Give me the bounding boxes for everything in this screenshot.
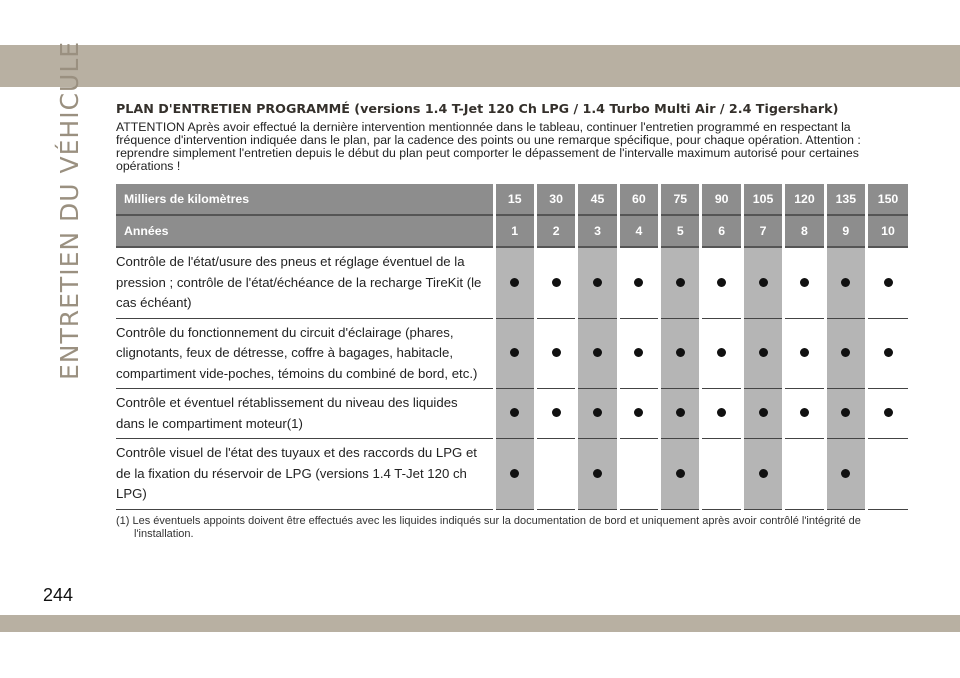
km-value: 75 bbox=[660, 184, 701, 215]
interval-dot bbox=[593, 408, 602, 417]
interval-cell bbox=[660, 439, 701, 510]
interval-cell bbox=[577, 247, 618, 318]
interval-cell bbox=[825, 318, 866, 389]
year-value: 7 bbox=[742, 215, 783, 247]
interval-cell bbox=[742, 389, 783, 439]
interval-cell bbox=[618, 318, 659, 389]
page-number: 244 bbox=[43, 585, 74, 605]
km-value: 120 bbox=[784, 184, 825, 215]
bottom-band bbox=[0, 615, 960, 632]
interval-dot bbox=[759, 408, 768, 417]
km-value: 30 bbox=[535, 184, 576, 215]
interval-dot bbox=[841, 348, 850, 357]
operation-label: Contrôle et éventuel rétablissement du niveau des liquides dans le compartiment moteur(1) bbox=[116, 389, 494, 439]
interval-cell bbox=[867, 247, 908, 318]
year-value: 1 bbox=[494, 215, 535, 247]
operation-label: Contrôle du fonctionnement du circuit d'éclairage (phares, clignotants, feux de détresse, coffre à bagages, habitacle, compartiment vide-poches, témoins du combiné de bord, etc.) bbox=[116, 318, 494, 389]
interval-cell bbox=[784, 247, 825, 318]
interval-dot bbox=[634, 348, 643, 357]
year-value: 3 bbox=[577, 215, 618, 247]
interval-dot bbox=[800, 348, 809, 357]
interval-cell bbox=[577, 439, 618, 510]
years-header-label: Années bbox=[116, 215, 494, 247]
interval-cell bbox=[660, 318, 701, 389]
footnote: (1) Les éventuels appoints doivent être effectués avec les liquides indiqués sur la documentation de bord et uniquement après avoir contrôlé l'intégrité de l'installation. bbox=[116, 514, 861, 540]
interval-dot bbox=[510, 469, 519, 478]
years-header-row bbox=[116, 215, 908, 247]
interval-cell bbox=[784, 318, 825, 389]
interval-dot bbox=[759, 469, 768, 478]
interval-cell bbox=[742, 439, 783, 510]
interval-cell bbox=[494, 389, 535, 439]
interval-cell bbox=[742, 247, 783, 318]
interval-dot bbox=[593, 278, 602, 287]
interval-dot bbox=[717, 278, 726, 287]
year-value: 6 bbox=[701, 215, 742, 247]
interval-cell bbox=[784, 439, 825, 510]
interval-cell bbox=[701, 318, 742, 389]
interval-cell bbox=[660, 389, 701, 439]
interval-cell bbox=[825, 247, 866, 318]
interval-cell bbox=[535, 389, 576, 439]
interval-dot bbox=[593, 469, 602, 478]
table-body bbox=[116, 247, 908, 509]
interval-cell bbox=[535, 247, 576, 318]
km-value: 90 bbox=[701, 184, 742, 215]
interval-cell bbox=[618, 247, 659, 318]
interval-dot bbox=[552, 348, 561, 357]
interval-dot bbox=[510, 408, 519, 417]
interval-dot bbox=[800, 278, 809, 287]
section-title: PLAN D'ENTRETIEN PROGRAMMÉ (versions 1.4 T-Jet 120 Ch LPG / 1.4 Turbo Multi Air / 2.4 Tigershark) bbox=[116, 101, 839, 116]
interval-dot bbox=[759, 348, 768, 357]
operation-label: Contrôle visuel de l'état des tuyaux et des raccords du LPG et de la fixation du réservoir de LPG (versions 1.4 T-Jet 120 ch LPG) bbox=[116, 439, 494, 510]
interval-dot bbox=[884, 278, 893, 287]
interval-cell bbox=[742, 318, 783, 389]
table-row bbox=[116, 247, 908, 318]
interval-dot bbox=[676, 469, 685, 478]
intro-text: ATTENTION Après avoir effectué la dernière intervention mentionnée dans le tableau, continuer l'entretien programmé en respectant la fréquence d'intervention indiquée dans le plan, par la cadence des points ou une remarque spécifique, pour chaque opération. Attention : reprendre simplement l'entretien depuis le début du plan peut comporter le dépassement de l'intervalle maximum autorisé pour certaines opérations ! bbox=[116, 120, 861, 173]
interval-dot bbox=[884, 348, 893, 357]
km-value: 15 bbox=[494, 184, 535, 215]
interval-dot bbox=[676, 278, 685, 287]
year-value: 5 bbox=[660, 215, 701, 247]
interval-cell bbox=[825, 439, 866, 510]
year-value: 9 bbox=[825, 215, 866, 247]
interval-cell bbox=[618, 439, 659, 510]
year-value: 8 bbox=[784, 215, 825, 247]
km-header-row bbox=[116, 184, 908, 215]
year-value: 2 bbox=[535, 215, 576, 247]
interval-dot bbox=[593, 348, 602, 357]
interval-dot bbox=[759, 278, 768, 287]
interval-cell bbox=[494, 318, 535, 389]
interval-cell bbox=[494, 439, 535, 510]
interval-dot bbox=[717, 348, 726, 357]
interval-dot bbox=[634, 408, 643, 417]
km-value: 60 bbox=[618, 184, 659, 215]
interval-cell bbox=[867, 318, 908, 389]
interval-cell bbox=[701, 247, 742, 318]
content bbox=[116, 101, 908, 541]
table-row bbox=[116, 439, 908, 510]
operation-label: Contrôle de l'état/usure des pneus et réglage éventuel de la pression ; contrôle de l'état/échéance de la recharge TireKit (le cas échéant) bbox=[116, 247, 494, 318]
interval-cell bbox=[701, 439, 742, 510]
km-value: 135 bbox=[825, 184, 866, 215]
interval-dot bbox=[510, 278, 519, 287]
interval-cell bbox=[784, 389, 825, 439]
year-value: 10 bbox=[867, 215, 908, 247]
interval-dot bbox=[634, 278, 643, 287]
km-value: 45 bbox=[577, 184, 618, 215]
maintenance-table bbox=[116, 184, 908, 510]
interval-cell bbox=[577, 318, 618, 389]
interval-dot bbox=[841, 408, 850, 417]
table-row bbox=[116, 389, 908, 439]
interval-dot bbox=[800, 408, 809, 417]
interval-dot bbox=[676, 348, 685, 357]
interval-cell bbox=[618, 389, 659, 439]
side-title: ENTRETIEN DU VÉHICULE bbox=[55, 40, 84, 380]
interval-dot bbox=[884, 408, 893, 417]
table-row bbox=[116, 318, 908, 389]
interval-dot bbox=[510, 348, 519, 357]
top-band bbox=[0, 45, 960, 87]
km-header-label: Milliers de kilomètres bbox=[116, 184, 494, 215]
interval-dot bbox=[552, 278, 561, 287]
interval-dot bbox=[841, 469, 850, 478]
interval-dot bbox=[841, 278, 850, 287]
interval-cell bbox=[660, 247, 701, 318]
interval-cell bbox=[867, 439, 908, 510]
interval-cell bbox=[535, 439, 576, 510]
interval-cell bbox=[577, 389, 618, 439]
interval-cell bbox=[867, 389, 908, 439]
interval-cell bbox=[825, 389, 866, 439]
year-value: 4 bbox=[618, 215, 659, 247]
interval-dot bbox=[552, 408, 561, 417]
interval-cell bbox=[494, 247, 535, 318]
interval-dot bbox=[717, 408, 726, 417]
interval-cell bbox=[535, 318, 576, 389]
km-value: 105 bbox=[742, 184, 783, 215]
interval-dot bbox=[676, 408, 685, 417]
interval-cell bbox=[701, 389, 742, 439]
km-value: 150 bbox=[867, 184, 908, 215]
